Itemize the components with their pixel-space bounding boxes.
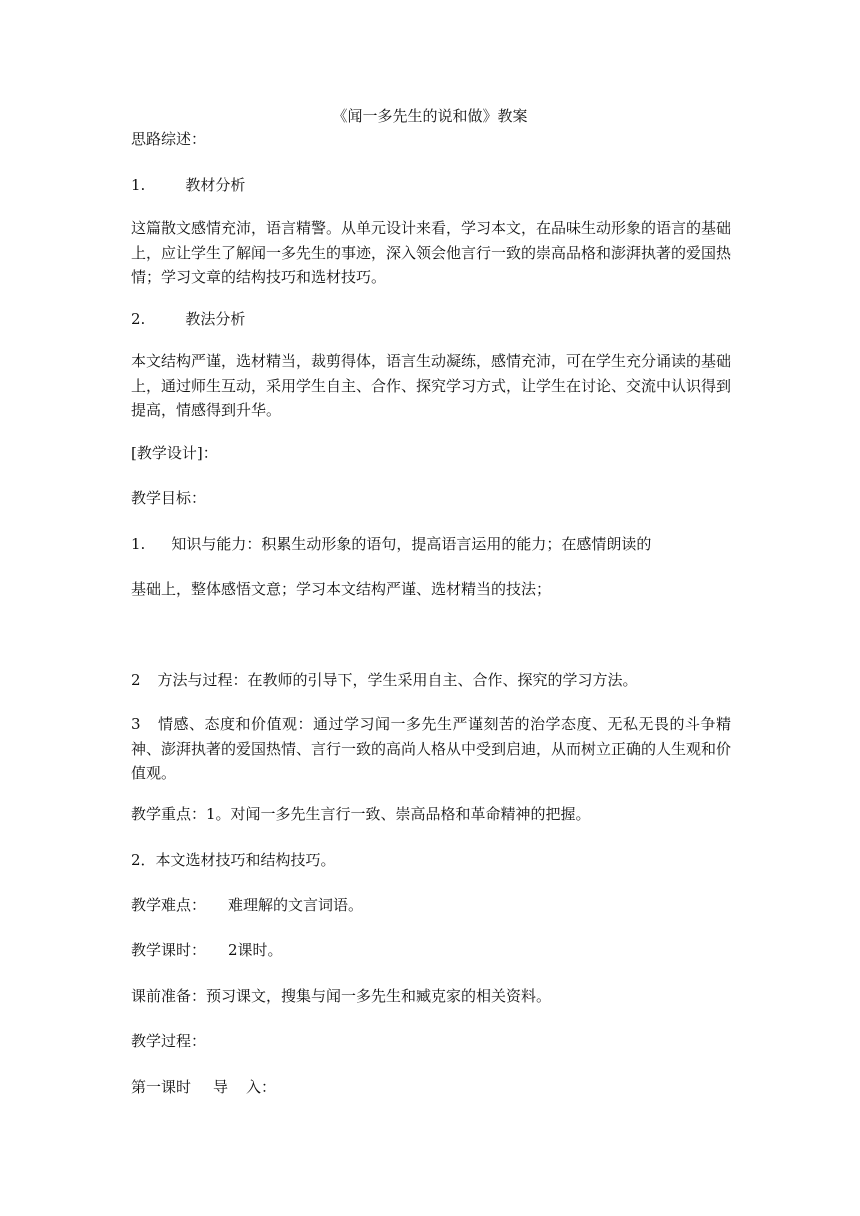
key-points: 教学重点：1。对闻一多先生言行一致、崇高品格和革命精神的把握。 <box>131 805 591 823</box>
design-label: [教学设计]： <box>131 444 218 462</box>
difficulty-text: 难理解的文言词语。 <box>228 896 364 914</box>
lesson-label: 第一课时 <box>131 1078 192 1096</box>
lesson-part-2: 入： <box>246 1078 277 1096</box>
goal-item-2 <box>131 668 731 692</box>
difficulty <box>131 893 731 917</box>
goal-text: 方法与过程：在教师的引导下，学生采用自主、合作、探究的学习方法。 <box>157 671 638 689</box>
hours-text: 2课时。 <box>228 941 283 959</box>
section-paragraph-1: 这篇散文感情充沛，语言精警。从单元设计来看，学习本文，在品味生动形象的语言的基础上，应让学生了解闻一多先生的事迹，深入领会他言行一致的崇高品格和澎湃执著的爱国热情；学习文章的结构技巧和选材技巧。 <box>131 219 732 286</box>
goal-item-1-continued: 基础上，整体感悟文意；学习本文结构严谨、选材精当的技法； <box>131 580 552 598</box>
goal-number: 1. <box>131 535 146 553</box>
difficulty-label: 教学难点： <box>131 896 207 914</box>
goal-text: 知识与能力：积累生动形象的语句，提高语言运用的能力；在感情朗读的 <box>171 535 652 553</box>
section-heading-2 <box>131 307 731 331</box>
lesson-part-1: 导 <box>213 1078 229 1096</box>
section-title: 教法分析 <box>185 310 246 328</box>
section-paragraph-2: 本文结构严谨，选材精当，裁剪得体，语言生动凝练，感情充沛，可在学生充分诵读的基础上，通过师生互动，采用学生自主、合作、探究学习方式，让学生在讨论、交流中认识得到提高，情感得到升华。 <box>131 352 732 419</box>
goal-item-1 <box>131 532 731 556</box>
preparation: 课前准备：预习课文，搜集与闻一多先生和臧克家的相关资料。 <box>131 987 552 1005</box>
document-title: 《闻一多先生的说和做》教案 <box>332 107 528 125</box>
lesson-1-heading <box>131 1075 731 1099</box>
goal-item-3 <box>131 712 731 786</box>
hours-label: 教学课时： <box>131 941 207 959</box>
overview-label: 思路综述： <box>131 130 207 148</box>
key-points-2: 2．本文选材技巧和结构技巧。 <box>131 851 336 869</box>
goals-label: 教学目标： <box>131 489 207 507</box>
goal-number: 2 <box>131 671 141 689</box>
section-number: 1. <box>131 176 146 194</box>
section-heading-1 <box>131 173 731 197</box>
class-hours <box>131 938 731 962</box>
goal-text: 情感、态度和价值观：通过学习闻一多先生严谨刻苦的治学态度、无私无畏的斗争精神、澎湃执著的爱国热情、言行一致的高尚人格从中受到启迪，从而树立正确的人生观和价值观。 <box>131 715 732 782</box>
section-number: 2. <box>131 310 146 328</box>
process-label: 教学过程： <box>131 1032 207 1050</box>
section-title: 教材分析 <box>185 176 246 194</box>
goal-number: 3 <box>131 715 141 733</box>
